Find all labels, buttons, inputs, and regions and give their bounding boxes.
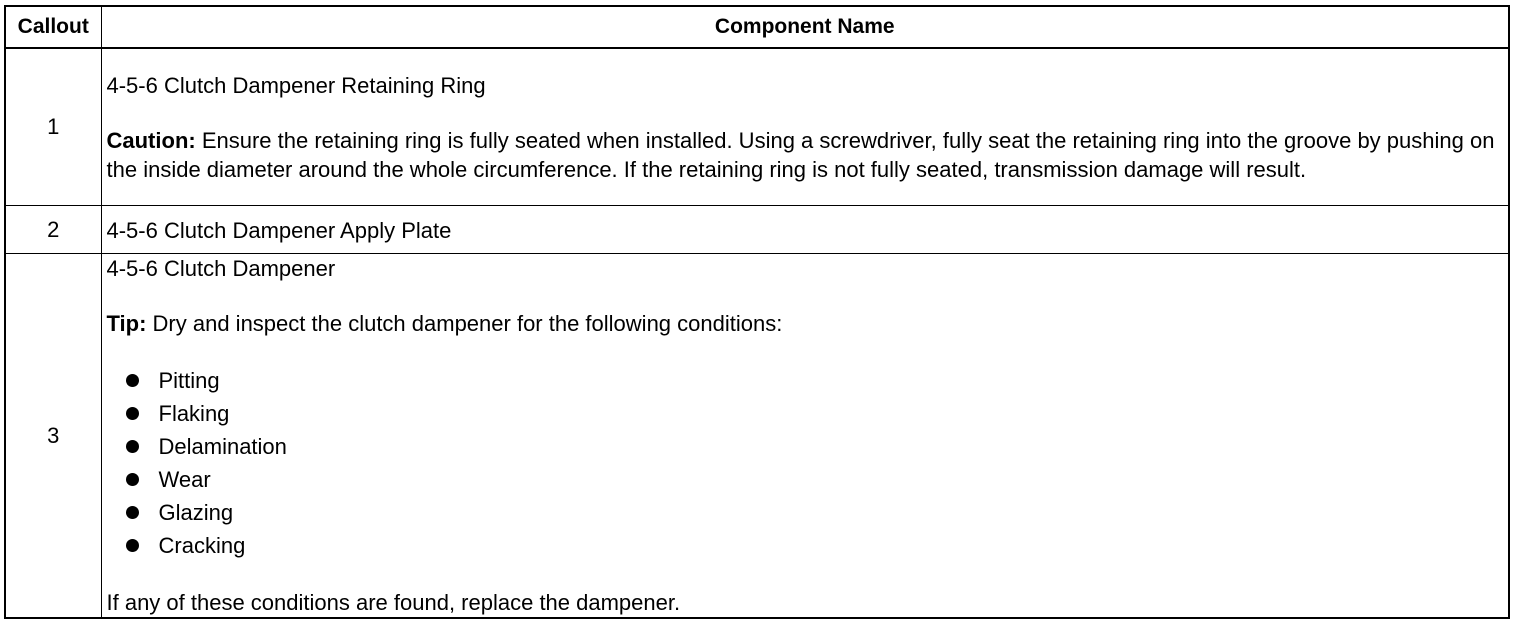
bullet-icon [126,407,139,420]
caution-note [107,126,1504,184]
callout-number: 3 [5,254,101,619]
callout-number: 1 [5,48,101,206]
component-name: 4-5-6 Clutch Dampener [106,256,336,281]
component-cell [101,206,1509,254]
closing-instruction: If any of these conditions are found, replace the dampener. [106,590,681,615]
header-callout: Callout [5,6,101,48]
list-item [126,463,1504,496]
condition-label: Cracking [158,533,246,558]
bullet-icon [126,506,139,519]
component-cell [101,254,1509,619]
list-item [126,364,1504,397]
conditions-list [107,364,1504,562]
component-name: 4-5-6 Clutch Dampener Apply Plate [106,218,452,243]
caution-text: Ensure the retaining ring is fully seated when installed. Using a screwdriver, fully seat the retaining ring into the groove by pushing on the inside diameter around the whole circumference. If the retaining ring is not fully seated, transmission damage will result. [106,127,1495,182]
tip-label: Tip: [106,311,147,336]
condition-label: Wear [158,467,211,492]
callout-table-container [4,5,1508,619]
list-item [126,397,1504,430]
list-item [126,496,1504,529]
condition-label: Delamination [158,434,287,459]
header-component-name: Component Name [101,6,1509,48]
callout-number: 2 [5,206,101,254]
table-header-row [5,6,1509,48]
bullet-icon [126,374,139,387]
caution-label: Caution: [106,127,196,153]
condition-label: Glazing [158,500,234,525]
component-name: 4-5-6 Clutch Dampener Retaining Ring [106,72,486,98]
callout-table [4,5,1510,619]
component-cell [101,48,1509,206]
bullet-icon [126,473,139,486]
table-row [5,206,1509,254]
table-row [5,254,1509,619]
table-row [5,48,1509,206]
bullet-icon [126,440,139,453]
condition-label: Flaking [158,401,230,426]
condition-label: Pitting [158,368,220,393]
list-item [126,430,1504,463]
tip-note [107,309,1504,338]
list-item [126,529,1504,562]
bullet-icon [126,539,139,552]
tip-text: Dry and inspect the clutch dampener for the following conditions: [146,311,783,336]
